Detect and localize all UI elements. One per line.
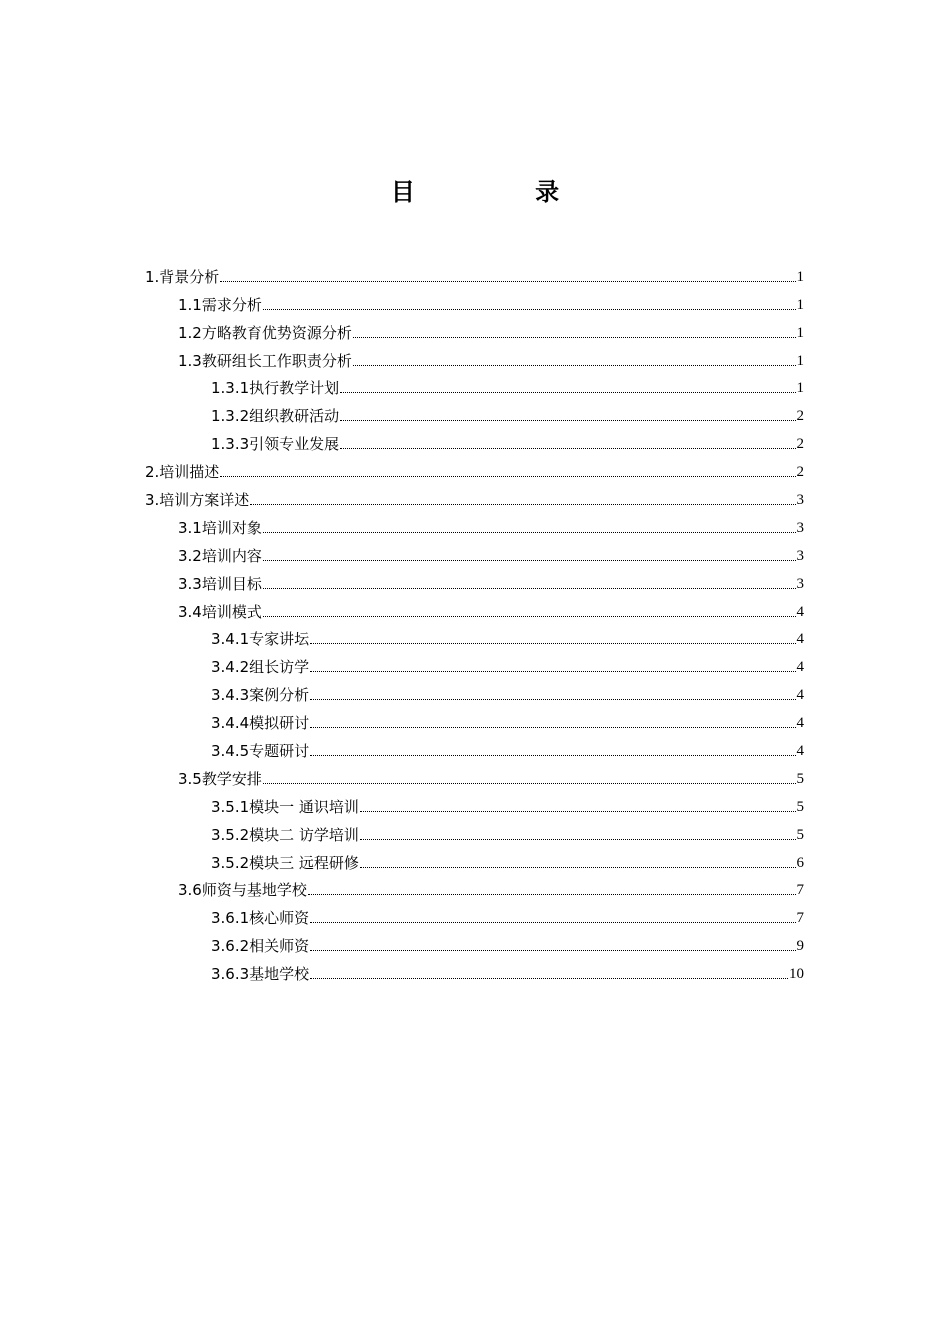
toc-entry-label[interactable]: 1.3.3引领专业发展 (211, 435, 340, 454)
toc-entry-line[interactable] (211, 826, 804, 844)
toc-page-number[interactable]: 5 (796, 798, 804, 815)
toc-entry-line[interactable] (211, 798, 804, 816)
toc-page-number[interactable]: 9 (796, 938, 804, 955)
toc-entry-line[interactable] (178, 324, 804, 342)
toc-entry-label[interactable]: 3.4.2组长访学 (211, 658, 310, 677)
toc-entry-label[interactable]: 3.培训方案详述 (145, 491, 250, 510)
toc-dot-leader (353, 365, 796, 366)
toc-entry-label[interactable]: 3.5教学安排 (178, 769, 262, 788)
toc-page-number[interactable]: 3 (796, 575, 804, 592)
toc-dot-leader (340, 448, 795, 449)
toc-entry-line[interactable] (178, 770, 804, 788)
toc-dot-leader (310, 922, 795, 923)
toc-entry-label[interactable]: 3.6.2相关师资 (211, 937, 310, 956)
toc-dot-leader (263, 588, 796, 589)
toc-dot-leader (310, 699, 795, 700)
toc-entry[interactable] (0, 515, 950, 543)
toc-entry-line[interactable] (211, 658, 804, 676)
toc-entry-line[interactable] (178, 603, 804, 621)
toc-entry-line[interactable] (178, 352, 804, 370)
toc-entry-line[interactable] (211, 714, 804, 732)
toc-entry[interactable] (0, 933, 950, 961)
toc-entry-label[interactable]: 1.3.1执行教学计划 (211, 379, 340, 398)
toc-entry-line[interactable] (178, 296, 804, 314)
toc-dot-leader (310, 727, 795, 728)
toc-entry[interactable] (0, 738, 950, 766)
toc-dot-leader (263, 532, 796, 533)
toc-dot-leader (353, 337, 796, 338)
toc-dot-leader (360, 811, 796, 812)
toc-entry-label[interactable]: 3.4培训模式 (178, 602, 262, 621)
toc-page-number[interactable]: 1 (796, 352, 804, 369)
toc-dot-leader (263, 309, 796, 310)
toc-page-number[interactable]: 1 (796, 268, 804, 285)
toc-page-number[interactable]: 7 (796, 910, 804, 927)
toc-page-number[interactable]: 10 (789, 966, 804, 983)
toc-entry-line[interactable] (211, 686, 804, 704)
toc-entry-label[interactable]: 1.3.2组织教研活动 (211, 407, 340, 426)
toc-entry-line[interactable] (178, 881, 804, 899)
toc-page-number[interactable]: 5 (796, 826, 804, 843)
toc-entry[interactable] (0, 850, 950, 878)
toc-page-number[interactable]: 6 (796, 854, 804, 871)
toc-entry-label[interactable]: 3.5.2模块二 访学培训 (211, 825, 359, 844)
toc-page-number[interactable]: 2 (796, 408, 804, 425)
toc-dot-leader (310, 643, 795, 644)
toc-entry-label[interactable]: 3.5.1模块一 通识培训 (211, 797, 359, 816)
toc-entry[interactable] (0, 431, 950, 459)
toc-entry[interactable] (0, 961, 950, 989)
toc-entry-line[interactable] (211, 937, 804, 955)
toc-entry[interactable] (0, 905, 950, 933)
toc-dot-leader (360, 839, 796, 840)
toc-entry[interactable] (0, 878, 950, 906)
toc-page-number[interactable]: 4 (796, 659, 804, 676)
toc-dot-leader (250, 504, 795, 505)
toc-entry[interactable] (0, 599, 950, 627)
toc-page-number[interactable]: 4 (796, 715, 804, 732)
toc-entry-line[interactable] (211, 435, 804, 453)
toc-entry-line[interactable] (178, 519, 804, 537)
toc-dot-leader (310, 950, 795, 951)
toc-page-number[interactable]: 3 (796, 492, 804, 509)
toc-entry-label[interactable]: 3.4.1专家讲坛 (211, 630, 310, 649)
toc-page-number[interactable]: 4 (796, 631, 804, 648)
toc-entry-label[interactable]: 1.2方略教育优势资源分析 (178, 323, 352, 342)
toc-page-number[interactable]: 3 (796, 519, 804, 536)
toc-entry-label[interactable]: 1.1需求分析 (178, 295, 262, 314)
toc-entry-label[interactable]: 3.4.3案例分析 (211, 686, 310, 705)
toc-entry[interactable] (0, 320, 950, 348)
toc-entry-label[interactable]: 1.背景分析 (145, 267, 220, 286)
toc-dot-leader (340, 392, 795, 393)
toc-page-number[interactable]: 4 (796, 603, 804, 620)
toc-entry-line[interactable] (145, 491, 804, 509)
toc-entry[interactable] (0, 571, 950, 599)
table-of-contents (0, 264, 950, 989)
toc-dot-leader (310, 671, 795, 672)
toc-page-number[interactable]: 1 (796, 324, 804, 341)
toc-entry-label[interactable]: 3.6师资与基地学校 (178, 881, 307, 900)
toc-entry[interactable] (0, 682, 950, 710)
toc-dot-leader (263, 616, 796, 617)
toc-dot-leader (308, 894, 796, 895)
toc-entry[interactable] (0, 543, 950, 571)
toc-entry-label[interactable]: 3.6.3基地学校 (211, 965, 310, 984)
toc-entry[interactable] (0, 710, 950, 738)
toc-page-number[interactable]: 2 (796, 464, 804, 481)
toc-entry-line[interactable] (211, 854, 804, 872)
toc-entry-line[interactable] (211, 379, 804, 397)
toc-dot-leader (263, 560, 796, 561)
toc-page-number[interactable]: 1 (796, 380, 804, 397)
toc-entry[interactable] (0, 264, 950, 292)
toc-dot-leader (310, 978, 788, 979)
toc-entry-line[interactable] (211, 407, 804, 425)
toc-dot-leader (310, 755, 795, 756)
toc-entry-line[interactable] (178, 547, 804, 565)
toc-entry-label[interactable]: 3.3培训目标 (178, 574, 262, 593)
toc-entry-label[interactable]: 3.4.4模拟研讨 (211, 714, 310, 733)
toc-entry-line[interactable] (211, 965, 804, 983)
toc-entry-line[interactable] (211, 909, 804, 927)
toc-entry-line[interactable] (178, 575, 804, 593)
toc-entry[interactable] (0, 487, 950, 515)
toc-entry-line[interactable] (211, 630, 804, 648)
toc-entry[interactable] (0, 459, 950, 487)
toc-entry[interactable] (0, 822, 950, 850)
page-title: 目 录 (390, 178, 616, 206)
toc-page-number[interactable]: 5 (796, 770, 804, 787)
toc-page-number[interactable]: 7 (796, 882, 804, 899)
toc-entry-label[interactable]: 3.5.2模块三 远程研修 (211, 853, 359, 872)
toc-entry-line[interactable] (145, 268, 804, 286)
toc-entry[interactable] (0, 403, 950, 431)
toc-dot-leader (220, 476, 795, 477)
toc-entry-line[interactable] (145, 463, 804, 481)
toc-entry[interactable] (0, 654, 950, 682)
toc-entry[interactable] (0, 292, 950, 320)
toc-entry-label[interactable]: 3.6.1核心师资 (211, 909, 310, 928)
toc-entry-label[interactable]: 3.1培训对象 (178, 518, 262, 537)
toc-entry-label[interactable]: 1.3教研组长工作职责分析 (178, 351, 352, 370)
toc-dot-leader (263, 783, 796, 784)
toc-entry[interactable] (0, 376, 950, 404)
toc-entry[interactable] (0, 766, 950, 794)
toc-dot-leader (220, 281, 795, 282)
toc-entry-label[interactable]: 3.2培训内容 (178, 546, 262, 565)
toc-entry[interactable] (0, 348, 950, 376)
toc-page-number[interactable]: 1 (796, 296, 804, 313)
toc-page-number[interactable]: 4 (796, 687, 804, 704)
toc-page-number[interactable]: 4 (796, 743, 804, 760)
toc-dot-leader (340, 420, 795, 421)
toc-entry-label[interactable]: 3.4.5专题研讨 (211, 742, 310, 761)
toc-entry-label[interactable]: 2.培训描述 (145, 463, 220, 482)
toc-page-number[interactable]: 2 (796, 436, 804, 453)
toc-entry[interactable] (0, 627, 950, 655)
toc-dot-leader (360, 867, 796, 868)
toc-entry[interactable] (0, 794, 950, 822)
toc-entry-line[interactable] (211, 742, 804, 760)
toc-page-number[interactable]: 3 (796, 547, 804, 564)
